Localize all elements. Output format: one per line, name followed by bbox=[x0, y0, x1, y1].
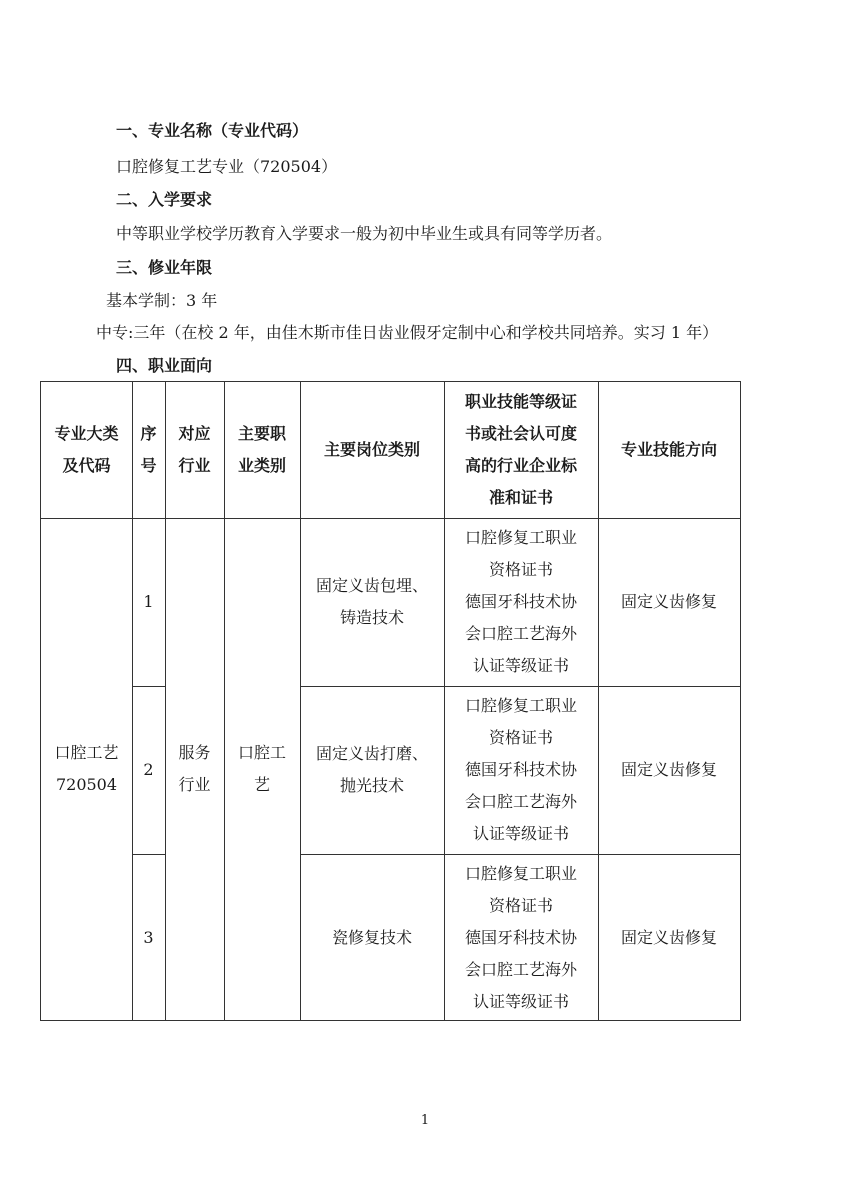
header-num bbox=[132, 382, 165, 518]
header-cert-line: 准和证书 bbox=[488, 488, 553, 507]
section-3-title: 三、修业年限 bbox=[116, 258, 213, 277]
row-direction bbox=[598, 518, 740, 686]
header-industry bbox=[165, 382, 224, 518]
section-3-line-1: 基本学制：3 年 bbox=[106, 291, 218, 310]
header-cert bbox=[444, 382, 598, 518]
row-number bbox=[132, 518, 165, 686]
row-post-line: 铸造技术 bbox=[339, 608, 404, 627]
row-number-line: 1 bbox=[143, 592, 154, 611]
section-3-line-2: 中专:三年（在校 2 年，由佳木斯市佳日齿业假牙定制中心和学校共同培养。实习 1 年） bbox=[96, 323, 719, 342]
section-2-title: 二、入学要求 bbox=[116, 190, 213, 209]
header-industry-line: 对应 bbox=[178, 424, 211, 443]
row-cert-line: 德国牙科技术协 bbox=[464, 928, 577, 947]
row-number bbox=[132, 854, 165, 1022]
header-post bbox=[300, 382, 444, 518]
header-num-line: 号 bbox=[140, 456, 157, 475]
row-cert-line: 资格证书 bbox=[488, 896, 553, 915]
row-cert-line: 口腔修复工职业 bbox=[464, 696, 577, 715]
occupation-cell-line: 艺 bbox=[253, 775, 270, 794]
header-cert-line: 职业技能等级证 bbox=[464, 392, 577, 411]
major-cell-line: 口腔工艺 bbox=[54, 743, 119, 762]
row-cert-line: 德国牙科技术协 bbox=[464, 592, 577, 611]
row-cert-line: 资格证书 bbox=[488, 560, 553, 579]
row-cert-line: 会口腔工艺海外 bbox=[464, 624, 577, 643]
row-number-line: 3 bbox=[143, 928, 154, 947]
row-direction-line: 固定义齿修复 bbox=[620, 592, 717, 611]
row-post-line: 固定义齿包埋、 bbox=[315, 576, 428, 595]
header-num-line: 序 bbox=[140, 424, 157, 443]
row-post-line: 抛光技术 bbox=[339, 776, 404, 795]
header-major-line: 专业大类 bbox=[54, 424, 119, 443]
section-2-body: 中等职业学校学历教育入学要求一般为初中毕业生或具有同等学历者。 bbox=[116, 224, 613, 243]
header-direction-line: 专业技能方向 bbox=[620, 440, 717, 459]
row-cert-line: 认证等级证书 bbox=[472, 824, 569, 843]
major-cell-line: 720504 bbox=[55, 775, 118, 794]
section-1-body: 口腔修复工艺专业（720504） bbox=[116, 157, 338, 176]
occupation-cell-line: 口腔工 bbox=[237, 743, 286, 762]
row-cert-line: 会口腔工艺海外 bbox=[464, 792, 577, 811]
row-cert-line: 口腔修复工职业 bbox=[464, 528, 577, 547]
section-4-title: 四、职业面向 bbox=[116, 356, 213, 375]
page-number: 1 bbox=[420, 1113, 430, 1128]
row-number bbox=[132, 686, 165, 854]
row-cert-line: 认证等级证书 bbox=[472, 656, 569, 675]
row-cert bbox=[444, 854, 598, 1022]
industry-cell-line: 服务 bbox=[178, 743, 211, 762]
occupation-cell bbox=[224, 518, 300, 1020]
section-1-title: 一、专业名称（专业代码） bbox=[116, 121, 309, 140]
header-occupation bbox=[224, 382, 300, 518]
header-post-line: 主要岗位类别 bbox=[323, 440, 420, 459]
row-number-line: 2 bbox=[143, 760, 154, 779]
header-industry-line: 行业 bbox=[178, 456, 211, 475]
header-occupation-line: 主要职 bbox=[237, 424, 286, 443]
row-cert-line: 资格证书 bbox=[488, 728, 553, 747]
row-cert-line: 德国牙科技术协 bbox=[464, 760, 577, 779]
row-direction-line: 固定义齿修复 bbox=[620, 760, 717, 779]
row-post-line: 瓷修复技术 bbox=[331, 928, 412, 947]
row-direction bbox=[598, 854, 740, 1022]
major-cell bbox=[41, 518, 132, 1020]
row-post bbox=[300, 854, 444, 1022]
industry-cell-line: 行业 bbox=[178, 775, 211, 794]
header-occupation-line: 业类别 bbox=[237, 456, 286, 475]
row-cert-line: 口腔修复工职业 bbox=[464, 864, 577, 883]
header-major-line: 及代码 bbox=[62, 456, 111, 475]
row-post bbox=[300, 518, 444, 686]
row-direction bbox=[598, 686, 740, 854]
row-post-line: 固定义齿打磨、 bbox=[315, 744, 428, 763]
row-cert bbox=[444, 686, 598, 854]
row-cert-line: 认证等级证书 bbox=[472, 992, 569, 1011]
header-direction bbox=[598, 382, 740, 518]
row-direction-line: 固定义齿修复 bbox=[620, 928, 717, 947]
row-post bbox=[300, 686, 444, 854]
header-major bbox=[41, 382, 132, 518]
occupation-table bbox=[40, 381, 741, 1021]
row-cert-line: 会口腔工艺海外 bbox=[464, 960, 577, 979]
industry-cell bbox=[165, 518, 224, 1020]
header-cert-line: 高的行业企业标 bbox=[464, 456, 577, 475]
row-cert bbox=[444, 518, 598, 686]
header-cert-line: 书或社会认可度 bbox=[464, 424, 577, 443]
